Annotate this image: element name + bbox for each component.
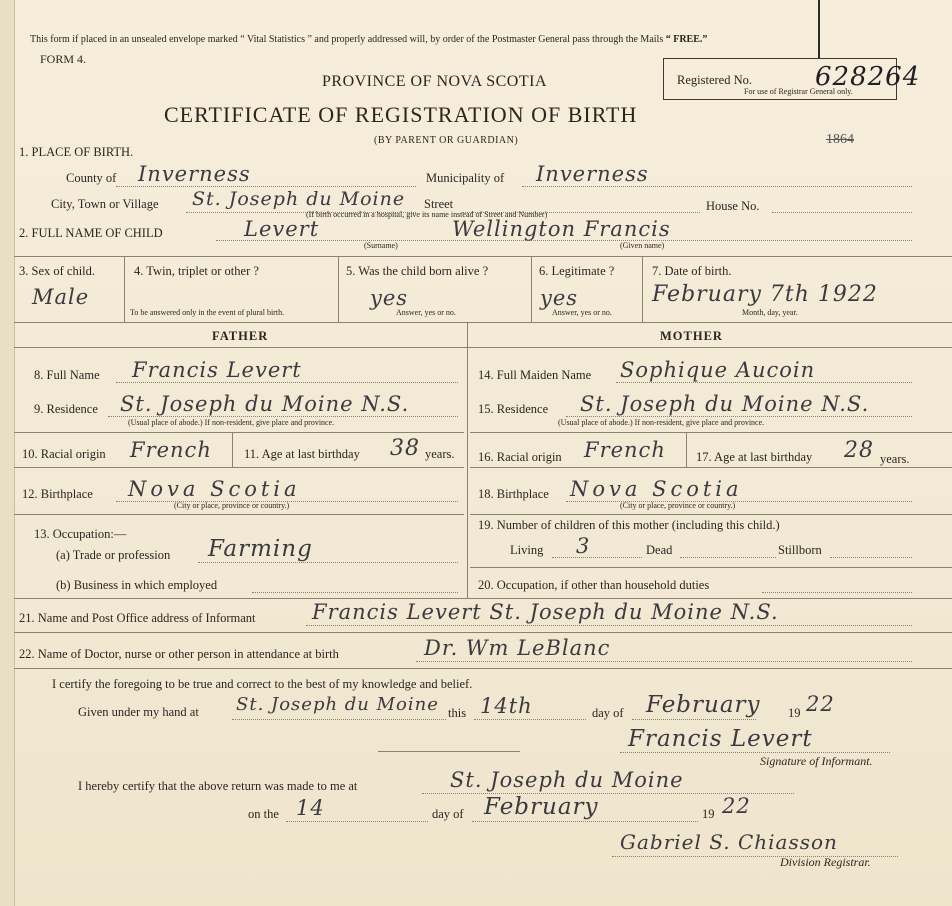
col-divider [686, 432, 687, 467]
living-label: Living [510, 543, 544, 557]
certify-separator [378, 751, 520, 752]
row-divider [14, 598, 952, 599]
stillborn-line [830, 557, 912, 558]
informant-value: Francis Levert St. Joseph du Moine N.S. [312, 600, 779, 624]
mother-birthplace-label: 18. Birthplace [478, 487, 549, 501]
return-day-line [286, 821, 428, 822]
return-place-value: St. Joseph du Moine [450, 768, 684, 792]
mother-racial-label: 16. Racial origin [478, 450, 562, 464]
ink-mark [818, 0, 820, 58]
mother-residence-line [566, 416, 912, 417]
dead-label: Dead [646, 543, 673, 557]
living-value: 3 [576, 534, 591, 558]
twin-label: 4. Twin, triplet or other ? [134, 264, 259, 278]
given-day-line [474, 719, 586, 720]
mother-age-unit: years. [880, 452, 910, 466]
father-trade-value: Farming [208, 536, 313, 562]
return-year-value: 22 [722, 794, 751, 818]
on-the-label: on the [248, 807, 279, 821]
mother-age-label: 17. Age at last birthday [696, 450, 813, 464]
certify-statement: I certify the foregoing to be true and correct to the best of my knowledge and belief. [52, 677, 473, 691]
mother-residence-label: 15. Residence [478, 402, 549, 416]
alive-value: yes [370, 286, 409, 310]
child-given-value: Wellington Francis [452, 217, 671, 241]
mother-birthplace-note: (City or place, province or country.) [620, 501, 736, 510]
father-birthplace-label: 12. Birthplace [22, 487, 93, 501]
row-divider [470, 567, 952, 568]
mother-occupation-line [762, 592, 912, 593]
col-divider [642, 256, 643, 322]
father-trade-line [198, 562, 458, 563]
father-residence-label: 9. Residence [34, 402, 98, 416]
father-business-line [252, 592, 458, 593]
registrar-note: For use of Registrar General only. [744, 87, 853, 96]
given-place-line [232, 719, 446, 720]
hospital-note: (If birth occurred in a hospital, give its name instead of Street and Number) [306, 210, 548, 219]
living-line [552, 557, 642, 558]
city-label: City, Town or Village [51, 197, 159, 211]
father-age-unit: years. [425, 447, 455, 461]
col-divider [124, 256, 125, 322]
province-heading: PROVINCE OF NOVA SCOTIA [322, 73, 548, 90]
house-line [772, 212, 912, 213]
mother-racial-value: French [584, 438, 666, 462]
this-label: this [448, 706, 467, 720]
stillborn-label: Stillborn [778, 543, 822, 557]
col-divider [531, 256, 532, 322]
registered-label: Registered No. [677, 73, 752, 87]
dead-line [680, 557, 776, 558]
col-divider [232, 432, 233, 467]
doctor-label: 22. Name of Doctor, nurse or other person in attendance at birth [19, 647, 339, 661]
return-month-line [472, 821, 698, 822]
row-divider [14, 632, 952, 633]
father-residence-value: St. Joseph du Moine N.S. [120, 392, 410, 416]
form-number: FORM 4. [40, 52, 87, 66]
postal-notice-text: This form if placed in an unsealed envelope marked “ Vital Statistics ” and properly addressed will, by order of the Postmaster General pass through the Mails [30, 34, 664, 45]
row-divider [14, 256, 952, 257]
row-divider [470, 514, 952, 515]
return-year-prefix: 19 [702, 807, 715, 821]
sex-value: Male [32, 285, 90, 309]
year-prefix: 19 [788, 706, 801, 720]
alive-note: Answer, yes or no. [396, 308, 456, 317]
row-divider [470, 467, 952, 468]
mother-birthplace-line [566, 501, 912, 502]
father-trade-label: (a) Trade or profession [56, 548, 171, 562]
city-value: St. Joseph du Moine [192, 188, 406, 210]
county-value: Inverness [138, 162, 251, 186]
given-month-line [632, 719, 756, 720]
mother-name-line [616, 382, 912, 383]
col-divider [338, 256, 339, 322]
left-margin-strip [0, 0, 15, 906]
registrar-signature: Gabriel S. Chiasson [620, 830, 838, 854]
father-birthplace-value: Nova Scotia [128, 477, 301, 501]
date-label: 7. Date of birth. [652, 264, 732, 278]
row-divider [14, 347, 952, 348]
day-of-label: day of [592, 706, 624, 720]
mother-heading: MOTHER [660, 329, 723, 343]
father-residence-note: (Usual place of abode.) If non-resident, give place and province. [128, 418, 335, 427]
given-month-value: February [646, 692, 761, 718]
sex-label: 3. Sex of child. [19, 264, 96, 278]
legitimate-value: yes [540, 286, 579, 310]
registrar-caption: Division Registrar. [780, 855, 871, 869]
father-heading: FATHER [212, 329, 269, 343]
father-birthplace-note: (City or place, province or country.) [174, 501, 290, 510]
surname-caption: (Surname) [364, 241, 398, 250]
street-label: Street [424, 197, 454, 211]
father-residence-line [108, 416, 458, 417]
legitimate-label: 6. Legitimate ? [539, 264, 615, 278]
informant-label: 21. Name and Post Office address of Informant [19, 611, 256, 625]
date-value: February 7th 1922 [652, 282, 878, 307]
father-name-value: Francis Levert [132, 358, 302, 382]
legitimate-note: Answer, yes or no. [552, 308, 612, 317]
certificate-title: CERTIFICATE OF REGISTRATION OF BIRTH [164, 102, 638, 127]
child-surname-value: Levert [244, 217, 320, 241]
mother-children-label: 19. Number of children of this mother (including this child.) [478, 518, 780, 532]
mother-residence-value: St. Joseph du Moine N.S. [580, 392, 870, 416]
municipality-value: Inverness [536, 162, 649, 186]
father-age-label: 11. Age at last birthday [244, 447, 360, 461]
return-label: I hereby certify that the above return was made to me at [78, 779, 358, 793]
county-line [116, 186, 416, 187]
registered-number: 628264 [815, 62, 921, 92]
father-business-label: (b) Business in which employed [56, 578, 218, 592]
parents-divider [467, 322, 468, 598]
informant-signature: Francis Levert [628, 726, 813, 752]
father-occupation-label: 13. Occupation:— [34, 527, 127, 541]
twin-note: To be answered only in the event of plural birth. [130, 308, 285, 317]
mother-occupation-label: 20. Occupation, if other than household duties [478, 578, 710, 592]
informant-signature-line [620, 752, 890, 753]
return-month-value: February [484, 794, 599, 820]
child-name-label: 2. FULL NAME OF CHILD [19, 226, 163, 240]
municipality-label: Municipality of [426, 171, 505, 185]
informant-signature-caption: Signature of Informant. [760, 754, 873, 768]
county-label: County of [66, 171, 117, 185]
place-of-birth-heading: 1. PLACE OF BIRTH. [19, 145, 134, 159]
given-under-label: Given under my hand at [78, 705, 199, 719]
father-name-line [116, 382, 458, 383]
given-year-value: 22 [806, 692, 835, 716]
doctor-value: Dr. Wm LeBlanc [424, 636, 611, 660]
row-divider [14, 432, 464, 433]
row-divider [14, 322, 952, 323]
date-note: Month, day, year. [742, 308, 798, 317]
return-day-of-label: day of [432, 807, 464, 821]
corner-mark: 1864 [826, 132, 854, 147]
row-divider [14, 467, 464, 468]
father-racial-value: French [130, 438, 212, 462]
certificate-subtitle: (BY PARENT OR GUARDIAN) [374, 135, 519, 146]
mother-name-label: 14. Full Maiden Name [478, 368, 592, 382]
given-place-value: St. Joseph du Moine [236, 694, 439, 715]
mother-name-value: Sophique Aucoin [620, 358, 816, 382]
father-racial-label: 10. Racial origin [22, 447, 106, 461]
informant-line [306, 625, 912, 626]
given-day-value: 14th [480, 694, 533, 718]
father-name-label: 8. Full Name [34, 368, 100, 382]
mother-age-value: 28 [844, 438, 874, 463]
return-day-value: 14 [296, 796, 325, 820]
row-divider [470, 432, 952, 433]
row-divider [14, 514, 464, 515]
father-age-value: 38 [390, 436, 420, 461]
doctor-line [416, 661, 912, 662]
postal-notice-free: “ FREE.” [665, 34, 708, 45]
postal-notice [30, 35, 707, 45]
mother-residence-note: (Usual place of abode.) If non-resident, give place and province. [558, 418, 765, 427]
alive-label: 5. Was the child born alive ? [346, 264, 489, 278]
municipality-line [522, 186, 912, 187]
given-caption: (Given name) [620, 241, 665, 250]
house-label: House No. [706, 199, 760, 213]
row-divider [14, 668, 952, 669]
mother-birthplace-value: Nova Scotia [570, 477, 743, 501]
